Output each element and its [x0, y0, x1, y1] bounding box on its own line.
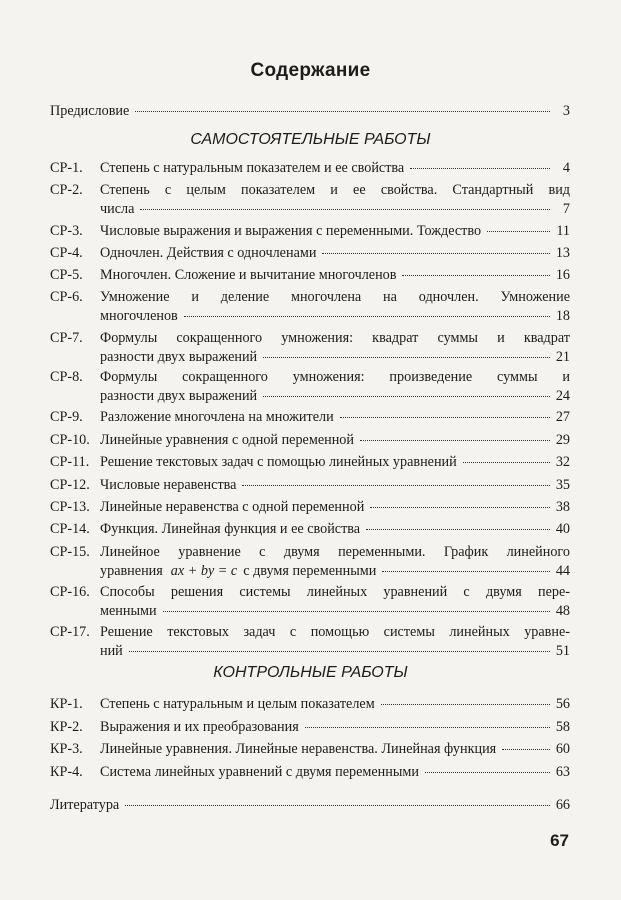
dot-leader — [125, 805, 550, 806]
entry-code: СР-8. — [50, 369, 83, 385]
toc-entry-literature — [50, 796, 570, 815]
dot-leader — [502, 749, 550, 750]
entry-text-tail: с двумя переменными — [243, 563, 377, 579]
toc-entry-sr-8 — [50, 368, 570, 406]
dot-leader — [370, 507, 550, 508]
entry-code: СР-4. — [50, 245, 83, 261]
dot-leader — [381, 704, 550, 705]
toc-entry-sr-6 — [50, 288, 570, 326]
toc-entry-sr-7 — [50, 329, 570, 367]
entry-page: 56 — [555, 696, 570, 712]
dot-leader — [263, 396, 550, 397]
entry-page: 18 — [555, 308, 570, 324]
dot-leader — [382, 571, 550, 572]
entry-code: СР-9. — [50, 409, 83, 425]
toc-entry-sr-3 — [50, 222, 570, 241]
dot-leader — [322, 253, 549, 254]
dot-leader — [163, 611, 550, 612]
entry-text: менными — [100, 603, 157, 619]
toc-entry-sr-13 — [50, 498, 570, 517]
entry-page: 3 — [562, 103, 570, 119]
entry-page: 24 — [555, 388, 570, 404]
entry-code: СР-1. — [50, 160, 83, 176]
entry-page: 51 — [555, 643, 570, 659]
dot-leader — [340, 417, 550, 418]
entry-text: Система линейных уравнений с двумя переменными — [100, 764, 419, 780]
entry-text-line1: Формулы сокращенного умножения: произведение суммы и — [100, 369, 570, 385]
toc-entry-sr-5 — [50, 266, 570, 285]
toc-entry-sr-12 — [50, 476, 570, 495]
entry-code: СР-2. — [50, 182, 83, 198]
dot-leader — [360, 440, 550, 441]
entry-text-line1: Способы решения системы линейных уравнений с двумя пере- — [100, 584, 570, 600]
toc-entry-sr-2 — [50, 181, 570, 219]
entry-code: СР-7. — [50, 330, 83, 346]
dot-leader — [425, 772, 550, 773]
entry-page: 13 — [555, 245, 570, 261]
entry-page: 48 — [555, 603, 570, 619]
entry-code: СР-16. — [50, 584, 90, 600]
toc-entry-sr-16 — [50, 583, 570, 621]
entry-text-line1: Формулы сокращенного умножения: квадрат суммы и квадрат — [100, 330, 570, 346]
toc-entry-sr-11 — [50, 453, 570, 472]
entry-formula: ax + by = c — [170, 563, 238, 579]
dot-leader — [410, 168, 550, 169]
entry-text: Числовые неравенства — [100, 477, 237, 493]
entry-text: ний — [100, 643, 123, 659]
dot-leader — [263, 357, 550, 358]
entry-text: Функция. Линейная функция и ее свойства — [100, 521, 361, 537]
entry-code: СР-13. — [50, 499, 90, 515]
entry-code: СР-10. — [50, 432, 90, 448]
entry-page: 60 — [555, 741, 570, 757]
page-number: 67 — [550, 831, 569, 850]
dot-leader — [129, 651, 550, 652]
section-heading-sr: САМОСТОЯТЕЛЬНЫЕ РАБОТЫ — [190, 131, 431, 148]
entry-code: СР-12. — [50, 477, 90, 493]
entry-page: 29 — [555, 432, 570, 448]
entry-text: Одночлен. Действия с одночленами — [100, 245, 317, 261]
entry-page: 38 — [555, 499, 570, 515]
toc-entry-sr-14 — [50, 520, 570, 539]
toc-entry-kr-2 — [50, 718, 570, 737]
dot-leader — [487, 231, 550, 232]
entry-page: 7 — [562, 201, 570, 217]
entry-text: Числовые выражения и выражения с переменными. Тождество — [100, 223, 482, 239]
page-title: Содержание — [250, 60, 371, 81]
entry-text: Многочлен. Сложение и вычитание многочленов — [100, 267, 397, 283]
toc-entry-sr-10 — [50, 431, 570, 450]
entry-text: разности двух выражений — [100, 349, 258, 365]
toc-entry-sr-1 — [50, 159, 570, 178]
entry-text: Степень с натуральным и целым показателем — [100, 696, 375, 712]
toc-entry-sr-15 — [50, 543, 570, 581]
entry-text-line1: Степень с целым показателем и ее свойства. Стандартный вид — [100, 182, 570, 198]
entry-text: Предисловие — [50, 103, 130, 119]
entry-text: Литература — [50, 797, 120, 813]
entry-code: СР-14. — [50, 521, 90, 537]
toc-entry-kr-1 — [50, 695, 570, 714]
entry-code: КР-1. — [50, 696, 83, 712]
dot-leader — [242, 485, 549, 486]
toc-entry-preface — [50, 102, 570, 121]
entry-page: 27 — [555, 409, 570, 425]
entry-text: числа — [100, 201, 135, 217]
section-heading-kr: КОНТРОЛЬНЫЕ РАБОТЫ — [213, 664, 408, 681]
entry-text-line1: Решение текстовых задач с помощью системы линейных уравне- — [100, 624, 570, 640]
entry-page: 21 — [555, 349, 570, 365]
entry-page: 66 — [555, 797, 570, 813]
entry-text: Решение текстовых задач с помощью линейных уравнений — [100, 454, 457, 470]
dot-leader — [305, 727, 550, 728]
toc-entry-sr-9 — [50, 408, 570, 427]
dot-leader — [463, 462, 550, 463]
entry-code: КР-2. — [50, 719, 83, 735]
dot-leader — [135, 111, 550, 112]
entry-text: Разложение многочлена на множители — [100, 409, 334, 425]
entry-page: 35 — [555, 477, 570, 493]
entry-code: СР-15. — [50, 544, 90, 560]
toc-entry-kr-3 — [50, 740, 570, 759]
entry-page: 11 — [556, 223, 570, 239]
entry-code: СР-6. — [50, 289, 83, 305]
toc-entry-sr-4 — [50, 244, 570, 263]
entry-text: Линейные уравнения с одной переменной — [100, 432, 354, 448]
entry-code: СР-5. — [50, 267, 83, 283]
entry-text: разности двух выражений — [100, 388, 258, 404]
entry-page: 4 — [562, 160, 570, 176]
entry-text: Выражения и их преобразования — [100, 719, 299, 735]
entry-text: уравнения — [100, 563, 163, 579]
toc-entry-sr-17 — [50, 623, 570, 661]
dot-leader — [366, 529, 550, 530]
entry-text-line1: Линейное уравнение с двумя переменными. График линейного — [100, 544, 570, 560]
dot-leader — [402, 275, 549, 276]
entry-page: 63 — [555, 764, 570, 780]
entry-page: 44 — [555, 563, 570, 579]
entry-page: 32 — [555, 454, 570, 470]
entry-code: КР-4. — [50, 764, 83, 780]
entry-text: Линейные неравенства с одной переменной — [100, 499, 365, 515]
entry-code: СР-3. — [50, 223, 83, 239]
dot-leader — [140, 209, 550, 210]
entry-text: многочленов — [100, 308, 178, 324]
toc-entry-kr-4 — [50, 763, 570, 782]
entry-code: СР-17. — [50, 624, 90, 640]
entry-page: 16 — [555, 267, 570, 283]
entry-page: 58 — [555, 719, 570, 735]
entry-code: СР-11. — [50, 454, 90, 470]
entry-text-line1: Умножение и деление многочлена на одночлен. Умножение — [100, 289, 570, 305]
entry-text: Степень с натуральным показателем и ее свойства — [100, 160, 405, 176]
dot-leader — [184, 316, 550, 317]
entry-page: 40 — [555, 521, 570, 537]
entry-text: Линейные уравнения. Линейные неравенства. Линейная функция — [100, 741, 497, 757]
entry-code: КР-3. — [50, 741, 83, 757]
